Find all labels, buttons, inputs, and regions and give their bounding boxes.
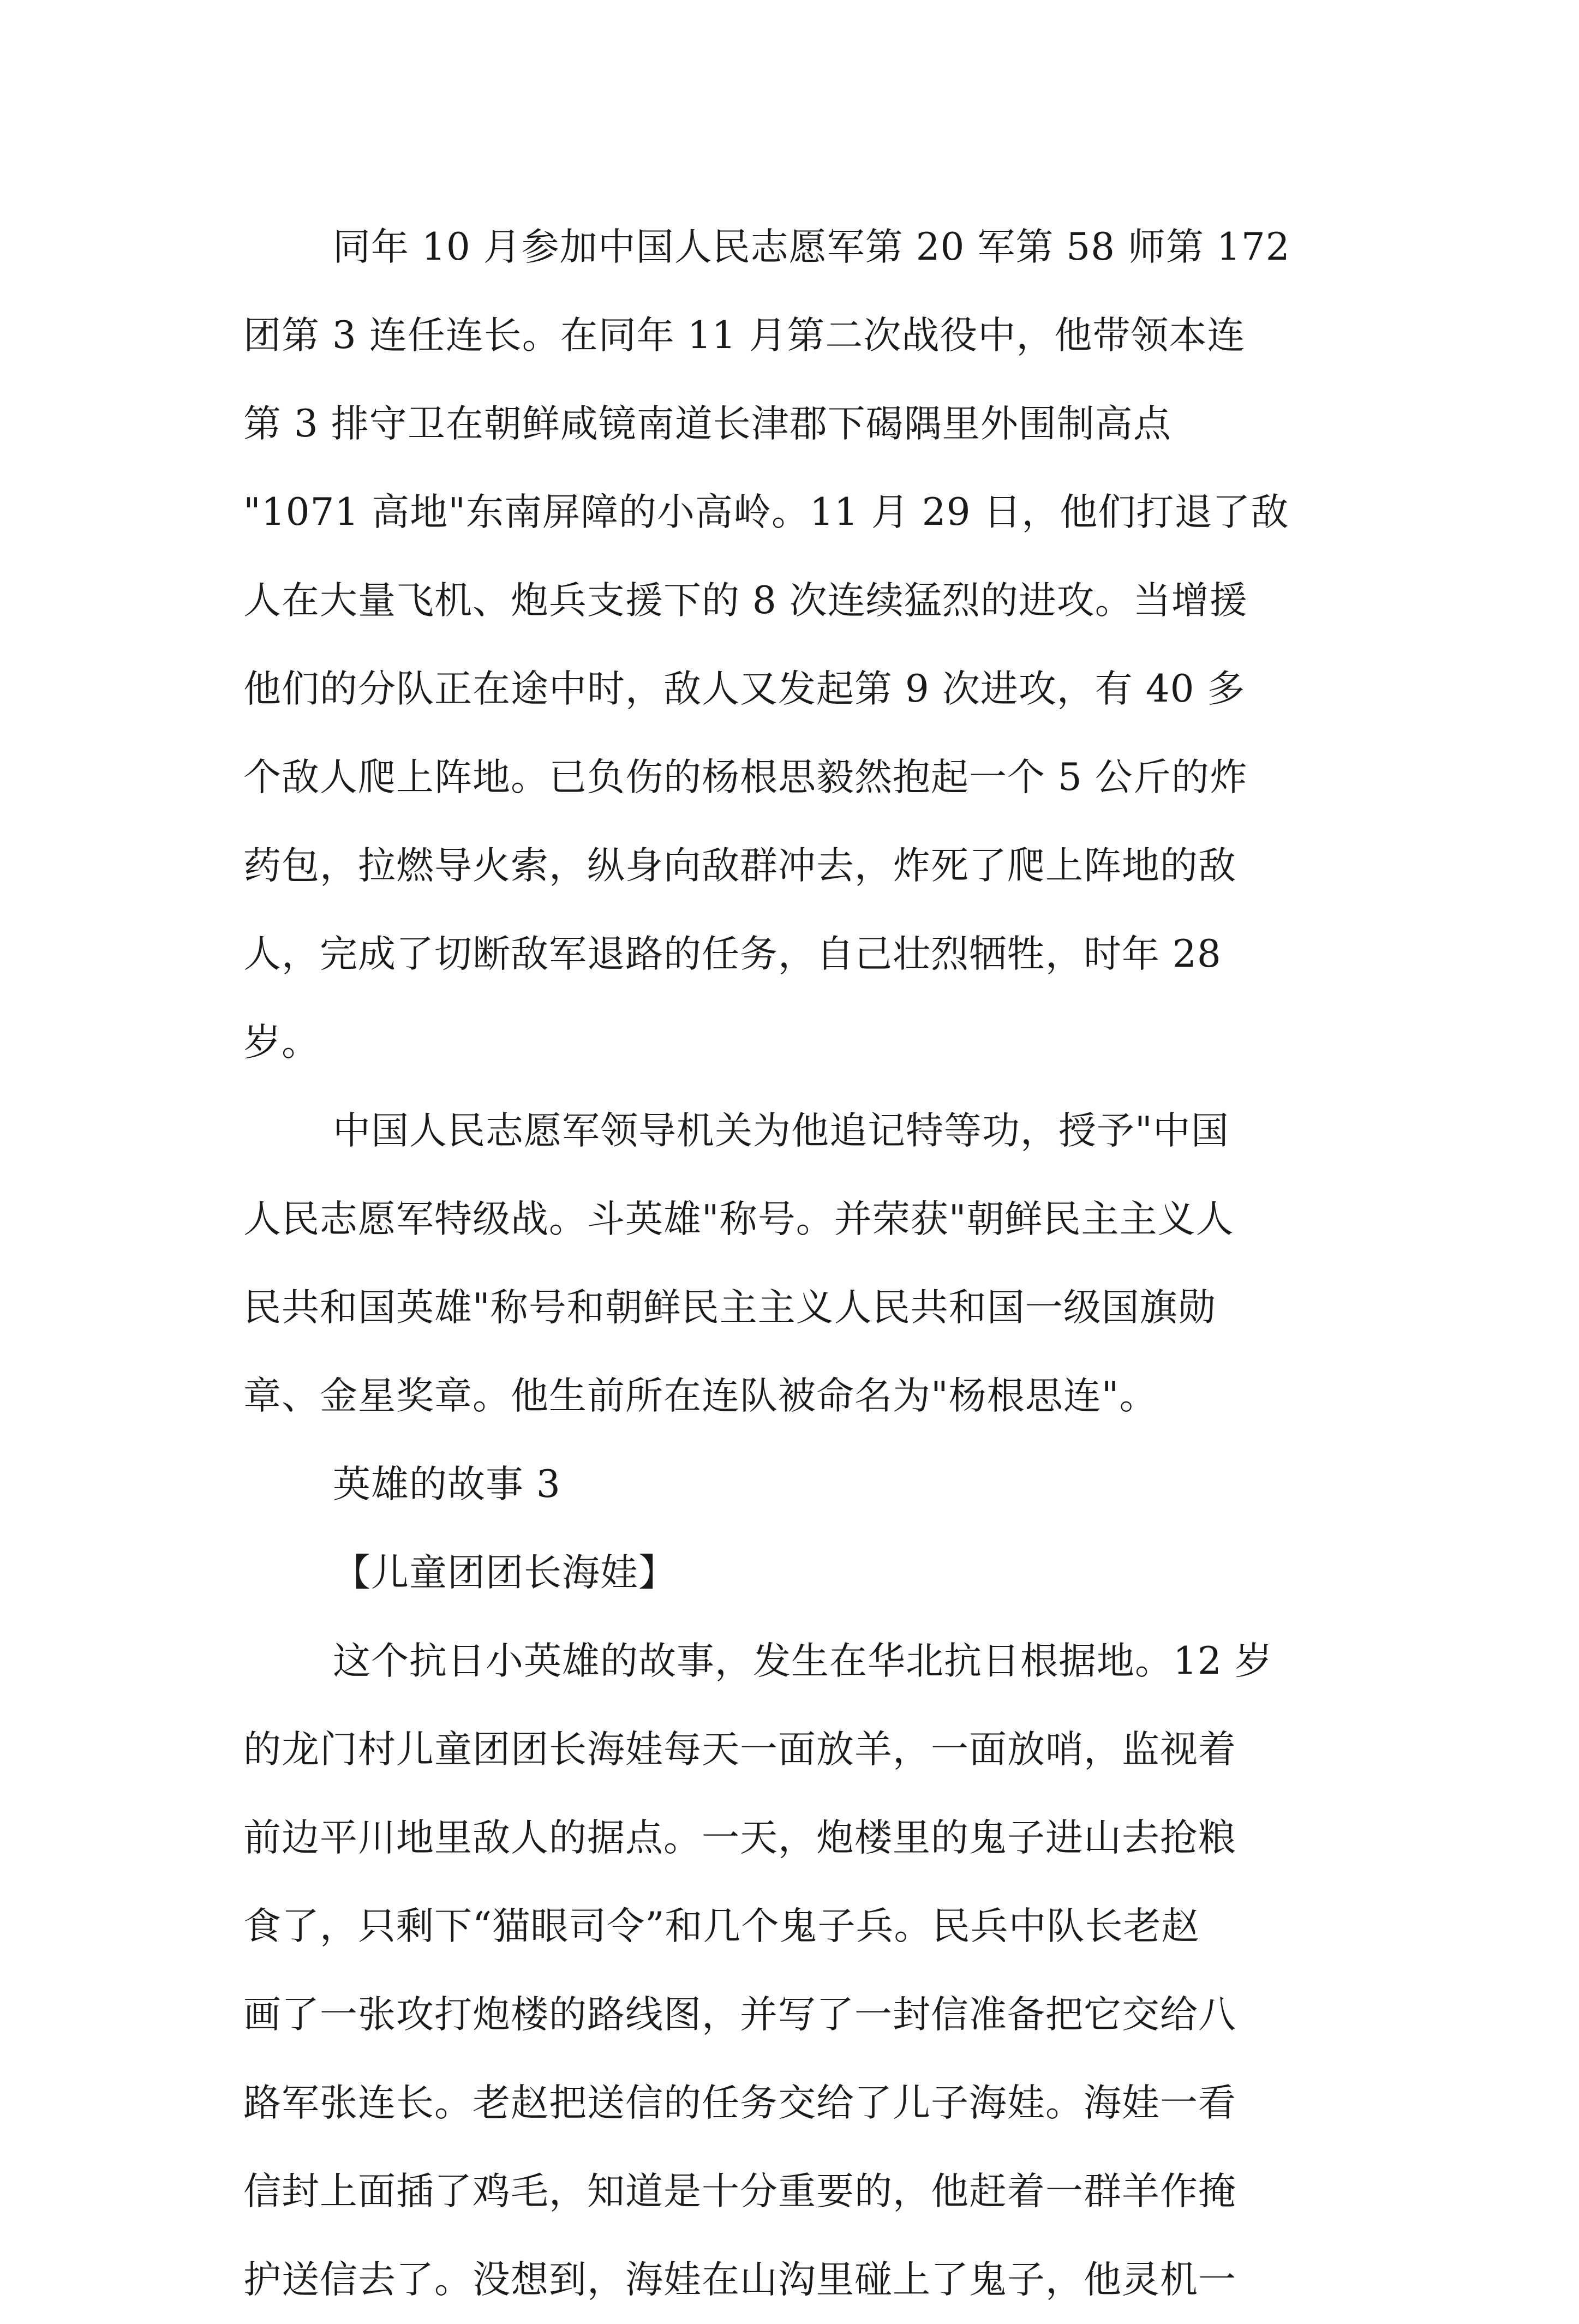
text-line: 中国人民志愿军领导机关为他追记特等功，授予"中国	[333, 1109, 1229, 1153]
text-line: 同年 10 月参加中国人民志愿军第 20 军第 58 师第 172	[333, 225, 1290, 269]
text-line: 路军张连长。老赵把送信的任务交给了儿子海娃。海娃一看	[243, 2081, 1236, 2125]
text-line: 他们的分队正在途中时，敌人又发起第 9 次进攻，有 40 多	[243, 667, 1246, 711]
text-line: 药包，拉燃导火索，纵身向敌群冲去，炸死了爬上阵地的敌	[243, 844, 1236, 888]
story-title: 【儿童团团长海娃】	[333, 1551, 677, 1595]
text-line: 人在大量飞机、炮兵支援下的 8 次连续猛烈的进攻。当增援	[243, 579, 1248, 622]
text-line: 的龙门村儿童团团长海娃每天一面放羊，一面放哨，监视着	[243, 1728, 1236, 1771]
text-line: 民共和国英雄"称号和朝鲜民主主义人民共和国一级国旗勋	[243, 1286, 1216, 1329]
text-line: 章、金星奖章。他生前所在连队被命名为"杨根思连"。	[243, 1374, 1158, 1418]
document-body	[243, 203, 1345, 2324]
text-line: 食了，只剩下“猫眼司令”和几个鬼子兵。民兵中队长老赵	[243, 1904, 1200, 1948]
text-line: 前边平川地里敌人的据点。一天，炮楼里的鬼子进山去抢粮	[243, 1816, 1236, 1860]
text-line: 第 3 排守卫在朝鲜咸镜南道长津郡下碣隅里外围制高点	[243, 402, 1171, 446]
text-line: 护送信去了。没想到，海娃在山沟里碰上了鬼子，他灵机一	[243, 2258, 1236, 2302]
text-line: 个敌人爬上阵地。已负伤的杨根思毅然抱起一个 5 公斤的炸	[243, 756, 1248, 799]
text-line: 团第 3 连任连长。在同年 11 月第二次战役中，他带领本连	[243, 314, 1246, 357]
paragraph-yang-gensi-battle	[243, 203, 1345, 1087]
text-line: 信封上面插了鸡毛，知道是十分重要的，他赶着一群羊作掩	[243, 2170, 1236, 2213]
text-line: 岁。	[243, 1021, 320, 1064]
text-line: 画了一张攻打炮楼的路线图，并写了一封信准备把它交给八	[243, 1993, 1236, 2037]
text-line: 人，完成了切断敌军退路的任务，自己壮烈牺牲，时年 28	[243, 932, 1222, 976]
text-line: 人民志愿军特级战。斗英雄"称号。并荣获"朝鲜民主主义人	[243, 1197, 1234, 1241]
paragraph-honors	[243, 1087, 1345, 1440]
paragraph-haiwa-story	[243, 1617, 1345, 2324]
text-line: 这个抗日小英雄的故事，发生在华北抗日根据地。12 岁	[333, 1639, 1273, 1683]
section-heading: 英雄的故事 3	[333, 1463, 561, 1506]
text-line: "1071 高地"东南屏障的小高岭。11 月 29 日，他们打退了敌	[243, 490, 1289, 534]
